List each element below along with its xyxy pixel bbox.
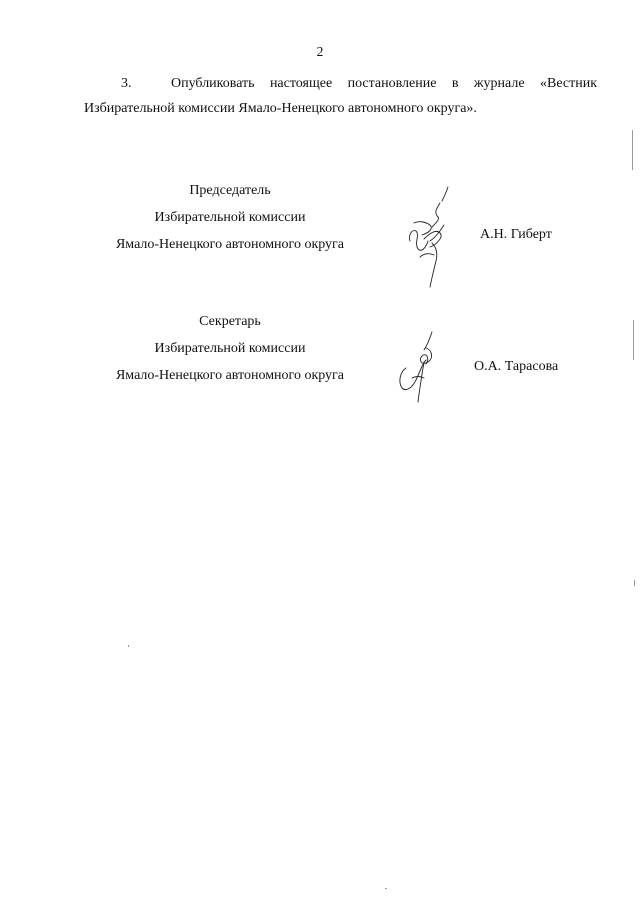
- chairman-organization: Избирательной комиссии: [154, 210, 306, 225]
- secretary-region: Ямало-Ненецкого автономного округа: [115, 368, 345, 383]
- chairman-position: Председатель: [189, 183, 271, 198]
- chairman-title-block: [80, 177, 380, 258]
- secretary-name: О.А. Тарасова: [474, 359, 559, 374]
- paragraph-line-2: Избирательной комиссии Ямало-Ненецкого автономного округа».: [84, 101, 477, 116]
- secretary-position: Секретарь: [199, 314, 261, 329]
- scan-artifact: [385, 888, 387, 889]
- scan-artifact: [128, 645, 129, 647]
- secretary-organization: Избирательной комиссии: [154, 341, 306, 356]
- paragraph-line-1: [121, 76, 597, 94]
- secretary-title-block: [80, 308, 380, 389]
- page-number: 2: [316, 44, 324, 59]
- scan-artifact: [633, 320, 634, 360]
- chairman-name: А.Н. Гиберт: [480, 227, 552, 242]
- scan-artifact: [634, 580, 635, 586]
- chairman-region: Ямало-Ненецкого автономного округа: [115, 237, 345, 252]
- scan-artifact: [632, 130, 633, 170]
- chairman-signature-icon: [400, 183, 462, 291]
- paragraph-number: 3.: [121, 76, 132, 91]
- secretary-signature-icon: [392, 330, 442, 408]
- paragraph-text-1: Опубликовать настоящее постановление в журнале «Вестник: [171, 76, 597, 91]
